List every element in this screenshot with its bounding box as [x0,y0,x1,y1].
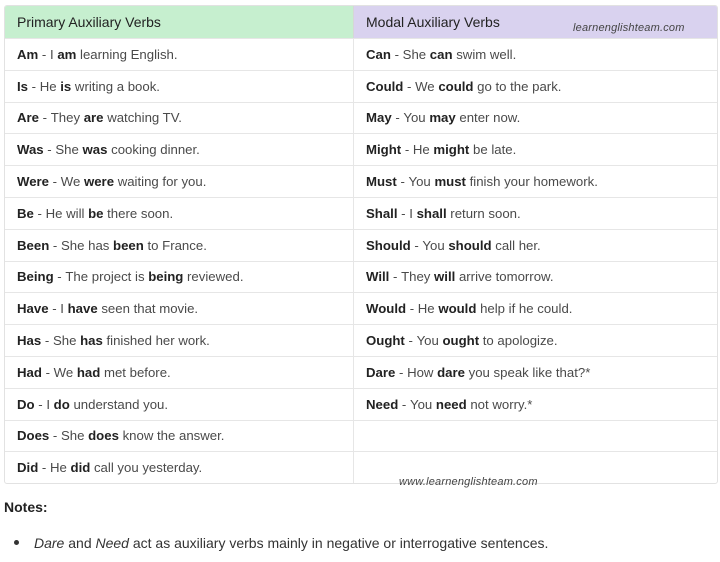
example-end: know the answer. [118,428,225,444]
note-italic-need: Need [95,535,129,551]
notes-heading: Notes: [4,499,48,515]
example-verb: am [57,46,77,62]
modal-verb-cell [354,293,717,324]
verb-term: Do [17,396,35,412]
verb-term: Ought [366,333,405,349]
table-row [5,451,717,483]
verb-term: Might [366,142,402,158]
example-start: I [409,205,417,221]
note-mid: and [64,535,96,551]
modal-verb-cell [354,262,717,293]
modal-verb-cell [354,325,717,356]
example-end: return soon. [446,205,521,221]
watermark-bottom: www.learnenglishteam.com [399,476,538,488]
primary-verb-cell [5,421,354,452]
example-end: call her. [491,237,541,253]
primary-verb-cell [5,166,354,197]
modal-verb-cell [354,134,717,165]
example-end: cooking dinner. [107,142,200,158]
example-end: there soon. [103,205,174,221]
example-start: He [49,460,71,476]
separator: - [390,46,403,62]
example-end: call you yesterday. [90,460,203,476]
header-modal-auxiliary [354,6,717,38]
separator: - [28,78,40,94]
modal-verb-cell [354,421,717,452]
separator: - [397,205,410,221]
primary-verb-cell [5,452,354,483]
example-verb: is [60,78,72,94]
separator: - [41,364,54,380]
example-end: not worry.* [466,396,533,412]
bullet-icon [14,540,19,545]
separator: - [395,364,408,380]
verb-term: Has [17,333,42,349]
primary-verb-cell [5,293,354,324]
example-verb: ought [442,333,480,349]
example-verb: have [67,301,98,317]
example-end: learning English. [76,46,178,62]
primary-verb-cell [5,230,354,261]
example-end: go to the park. [473,78,562,94]
example-start: We [53,364,77,380]
example-end: reviewed. [183,269,244,285]
table-body [5,38,717,483]
verb-term: Dare [366,364,396,380]
example-verb: will [434,269,456,285]
example-end: help if he could. [476,301,573,317]
primary-verb-cell [5,198,354,229]
table-row [5,70,717,102]
verb-term: Can [366,46,391,62]
example-start: I [46,396,54,412]
example-start: You [403,110,430,126]
example-start: The project is [65,269,149,285]
separator: - [410,237,423,253]
modal-verb-cell [354,166,717,197]
example-verb: may [429,110,456,126]
note-italic-dare: Dare [34,535,65,551]
example-end: met before. [100,364,171,380]
separator: - [391,110,404,126]
example-start: She has [60,237,114,253]
primary-verb-cell [5,357,354,388]
example-end: to apologize. [479,333,558,349]
table-row [5,229,717,261]
example-verb: need [435,396,467,412]
example-start: How [407,364,438,380]
example-verb: must [434,174,466,190]
modal-verb-cell [354,39,717,70]
example-start: You [408,174,435,190]
example-start: She [402,46,430,62]
header-primary-auxiliary: Primary Auxiliary Verbs [5,6,354,38]
example-start: I [60,301,68,317]
separator: - [396,174,409,190]
separator: - [38,46,50,62]
verb-term: Does [17,428,50,444]
note-rest: act as auxiliary verbs mainly in negative or interrogative sentences. [128,535,549,551]
example-verb: be [88,205,104,221]
example-verb: being [148,269,184,285]
verb-term: Shall [366,205,398,221]
primary-verb-cell [5,325,354,356]
example-verb: does [88,428,119,444]
modal-verb-cell [354,71,717,102]
example-verb: would [438,301,477,317]
separator: - [403,78,416,94]
primary-verb-cell [5,103,354,134]
table-row [5,324,717,356]
example-verb: been [113,237,144,253]
example-verb: was [82,142,108,158]
example-end: seen that movie. [97,301,199,317]
example-end: watching TV. [103,110,182,126]
separator: - [404,333,417,349]
table-row [5,165,717,197]
modal-verb-cell [354,198,717,229]
example-end: finish your homework. [465,174,598,190]
verb-term: Are [17,110,39,126]
example-verb: should [448,237,492,253]
example-start: He [39,78,61,94]
verb-term: Need [366,396,399,412]
verb-term: Would [366,301,407,317]
example-start: They [401,269,435,285]
separator: - [49,174,61,190]
example-end: to France. [143,237,207,253]
example-verb: dare [437,364,465,380]
verb-term: Had [17,364,42,380]
separator: - [38,460,50,476]
example-verb: are [83,110,104,126]
separator: - [49,428,61,444]
example-verb: shall [416,205,447,221]
separator: - [406,301,418,317]
example-end: be late. [469,142,517,158]
verb-term: Am [17,46,39,62]
verb-term: Be [17,205,34,221]
verb-term: Should [366,237,411,253]
example-end: writing a book. [71,78,160,94]
separator: - [398,396,410,412]
verb-term: Will [366,269,390,285]
verb-term: Been [17,237,50,253]
table-row [5,388,717,420]
verb-term: Is [17,78,28,94]
example-verb: might [433,142,470,158]
table-row [5,261,717,293]
example-verb: do [53,396,70,412]
modal-verb-cell [354,230,717,261]
example-start: He [417,301,439,317]
separator: - [39,110,51,126]
table-header-row [5,6,717,38]
primary-verb-cell [5,39,354,70]
example-start: You [416,333,443,349]
modal-verb-cell [354,103,717,134]
example-end: finished her work. [102,333,210,349]
example-end: understand you. [69,396,169,412]
separator: - [401,142,413,158]
table-row [5,102,717,134]
example-end: arrive tomorrow. [455,269,554,285]
auxiliary-verbs-table [4,5,718,484]
example-verb: has [80,333,103,349]
primary-verb-cell [5,71,354,102]
separator: - [389,269,402,285]
separator: - [43,142,56,158]
primary-verb-cell [5,389,354,420]
table-row [5,356,717,388]
separator: - [48,301,61,317]
modal-verb-cell [354,389,717,420]
example-start: He [412,142,434,158]
separator: - [33,205,46,221]
table-row [5,292,717,324]
verb-term: Was [17,142,44,158]
example-verb: could [438,78,474,94]
example-start: You [422,237,449,253]
watermark-top: learnenglishteam.com [573,22,685,34]
verb-term: Did [17,460,39,476]
example-end: swim well. [452,46,517,62]
separator: - [41,333,53,349]
separator: - [34,396,47,412]
verb-term: Could [366,78,404,94]
primary-verb-cell [5,134,354,165]
example-start: She [60,428,89,444]
example-end: waiting for you. [114,174,207,190]
separator: - [53,269,66,285]
verb-term: Must [366,174,397,190]
verb-term: Being [17,269,54,285]
table-row [5,197,717,229]
example-end: you speak like that?* [464,364,591,380]
example-start: He will [45,205,89,221]
verb-term: Have [17,301,49,317]
example-end: enter now. [455,110,521,126]
primary-verb-cell [5,262,354,293]
verb-term: May [366,110,392,126]
note-item [34,535,548,551]
table-row [5,420,717,452]
modal-verb-cell [354,357,717,388]
example-start: I [49,46,58,62]
example-start: You [409,396,436,412]
example-start: She [52,333,81,349]
separator: - [49,237,61,253]
example-start: We [60,174,84,190]
verb-term: Were [17,174,50,190]
example-start: She [55,142,83,158]
example-start: They [50,110,84,126]
example-start: We [415,78,439,94]
example-verb: did [70,460,91,476]
table-row [5,38,717,70]
example-verb: can [429,46,453,62]
table-row [5,133,717,165]
header-modal-label: Modal Auxiliary Verbs [366,14,500,30]
example-verb: were [83,174,115,190]
example-verb: had [76,364,101,380]
